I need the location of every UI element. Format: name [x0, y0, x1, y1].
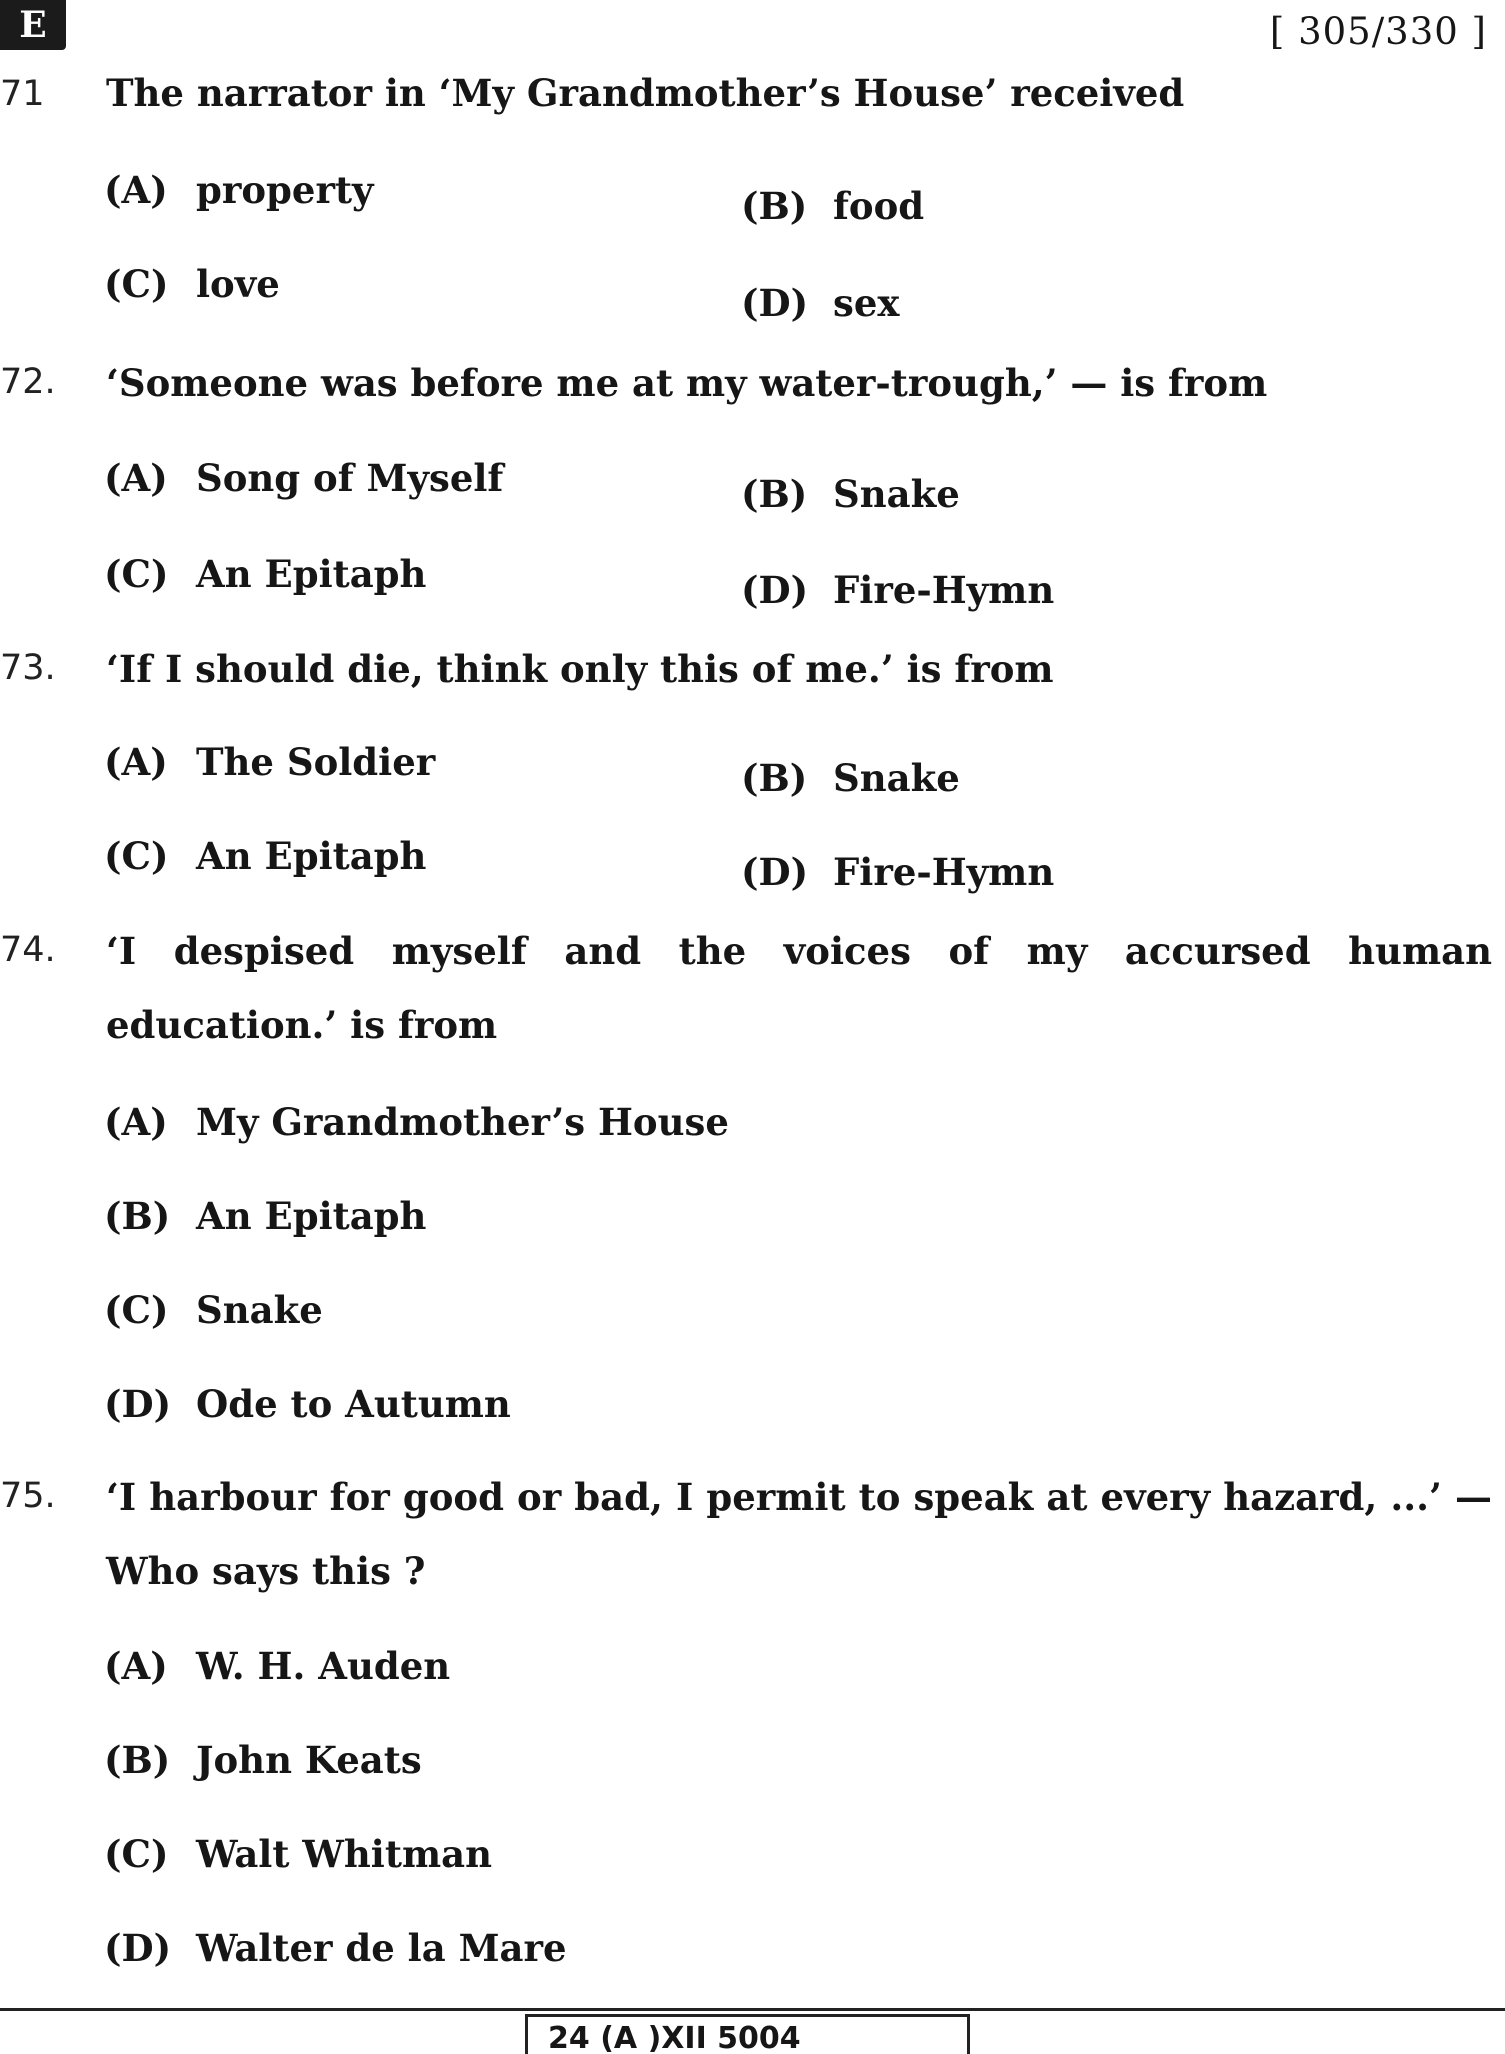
option-text: An Epitaph: [196, 834, 427, 878]
option-d: [741, 281, 899, 325]
option-c: [104, 1832, 492, 1876]
option-a: [104, 1100, 729, 1144]
option-a: [104, 1644, 450, 1688]
question-text: ‘I despised myself and the voices of my accursed human education.’ is from: [106, 929, 1492, 1047]
option-c: [104, 834, 426, 878]
option-label: (C): [104, 1832, 169, 1876]
option-d: [104, 1926, 567, 1970]
option-text: John Keats: [196, 1738, 422, 1782]
option-text: An Epitaph: [196, 1194, 427, 1238]
paper-code: [ 305/330 ]: [1269, 10, 1487, 53]
option-text: An Epitaph: [196, 552, 427, 596]
option-d: [104, 1382, 511, 1426]
question-text: The narrator in ‘My Grandmother’s House’ received: [106, 71, 1185, 115]
option-b: [104, 1738, 422, 1782]
question-number: 74.: [0, 930, 56, 970]
option-a: [104, 740, 435, 784]
option-label: (A): [104, 1100, 168, 1144]
option-text: Fire-Hymn: [833, 568, 1055, 612]
option-label: (A): [104, 456, 168, 500]
footer-code: 24 (A )XII 5004: [525, 2014, 970, 2054]
option-text: property: [196, 168, 374, 212]
question-number: 75.: [0, 1476, 56, 1516]
option-text: My Grandmother’s House: [196, 1100, 729, 1144]
option-text: Song of Myself: [196, 456, 504, 500]
option-b: [741, 472, 960, 516]
option-label: (D): [741, 850, 809, 894]
option-c: [104, 262, 280, 306]
option-a: [104, 168, 374, 212]
set-badge: E: [0, 0, 66, 50]
option-a: [104, 456, 503, 500]
option-text: sex: [833, 281, 900, 325]
footer-rule: [0, 2008, 1505, 2011]
option-text: Walter de la Mare: [196, 1926, 567, 1970]
option-text: Walt Whitman: [196, 1832, 492, 1876]
option-b: [741, 184, 924, 228]
option-text: Ode to Autumn: [196, 1382, 511, 1426]
option-c: [104, 552, 426, 596]
question-number: 71: [0, 74, 45, 114]
option-c: [104, 1288, 323, 1332]
option-label: (A): [104, 740, 168, 784]
question-text: ‘Someone was before me at my water-trough,’ — is from: [106, 361, 1268, 405]
option-text: Snake: [833, 472, 960, 516]
option-text: Snake: [833, 756, 960, 800]
option-text: The Soldier: [196, 740, 436, 784]
option-b: [104, 1194, 426, 1238]
option-label: (B): [104, 1194, 171, 1238]
question-text: ‘If I should die, think only this of me.’ is from: [106, 647, 1054, 691]
option-label: (B): [741, 756, 808, 800]
option-text: food: [833, 184, 925, 228]
option-label: (A): [104, 168, 168, 212]
option-label: (C): [104, 552, 169, 596]
option-b: [741, 756, 960, 800]
option-label: (B): [741, 472, 808, 516]
option-label: (D): [741, 281, 809, 325]
option-label: (C): [104, 1288, 169, 1332]
option-text: Fire-Hymn: [833, 850, 1055, 894]
option-label: (D): [741, 568, 809, 612]
option-text: W. H. Auden: [196, 1644, 451, 1688]
question-number: 73.: [0, 648, 56, 688]
option-label: (C): [104, 834, 169, 878]
question-text: ‘I harbour for good or bad, I permit to speak at every hazard, ...’ — Who says this ?: [106, 1475, 1492, 1593]
option-label: (B): [741, 184, 808, 228]
option-text: Snake: [196, 1288, 323, 1332]
option-label: (B): [104, 1738, 171, 1782]
option-d: [741, 568, 1054, 612]
option-label: (C): [104, 262, 169, 306]
option-d: [741, 850, 1054, 894]
option-label: (A): [104, 1644, 168, 1688]
option-label: (D): [104, 1926, 172, 1970]
option-label: (D): [104, 1382, 172, 1426]
question-number: 72.: [0, 362, 56, 402]
option-text: love: [196, 262, 280, 306]
